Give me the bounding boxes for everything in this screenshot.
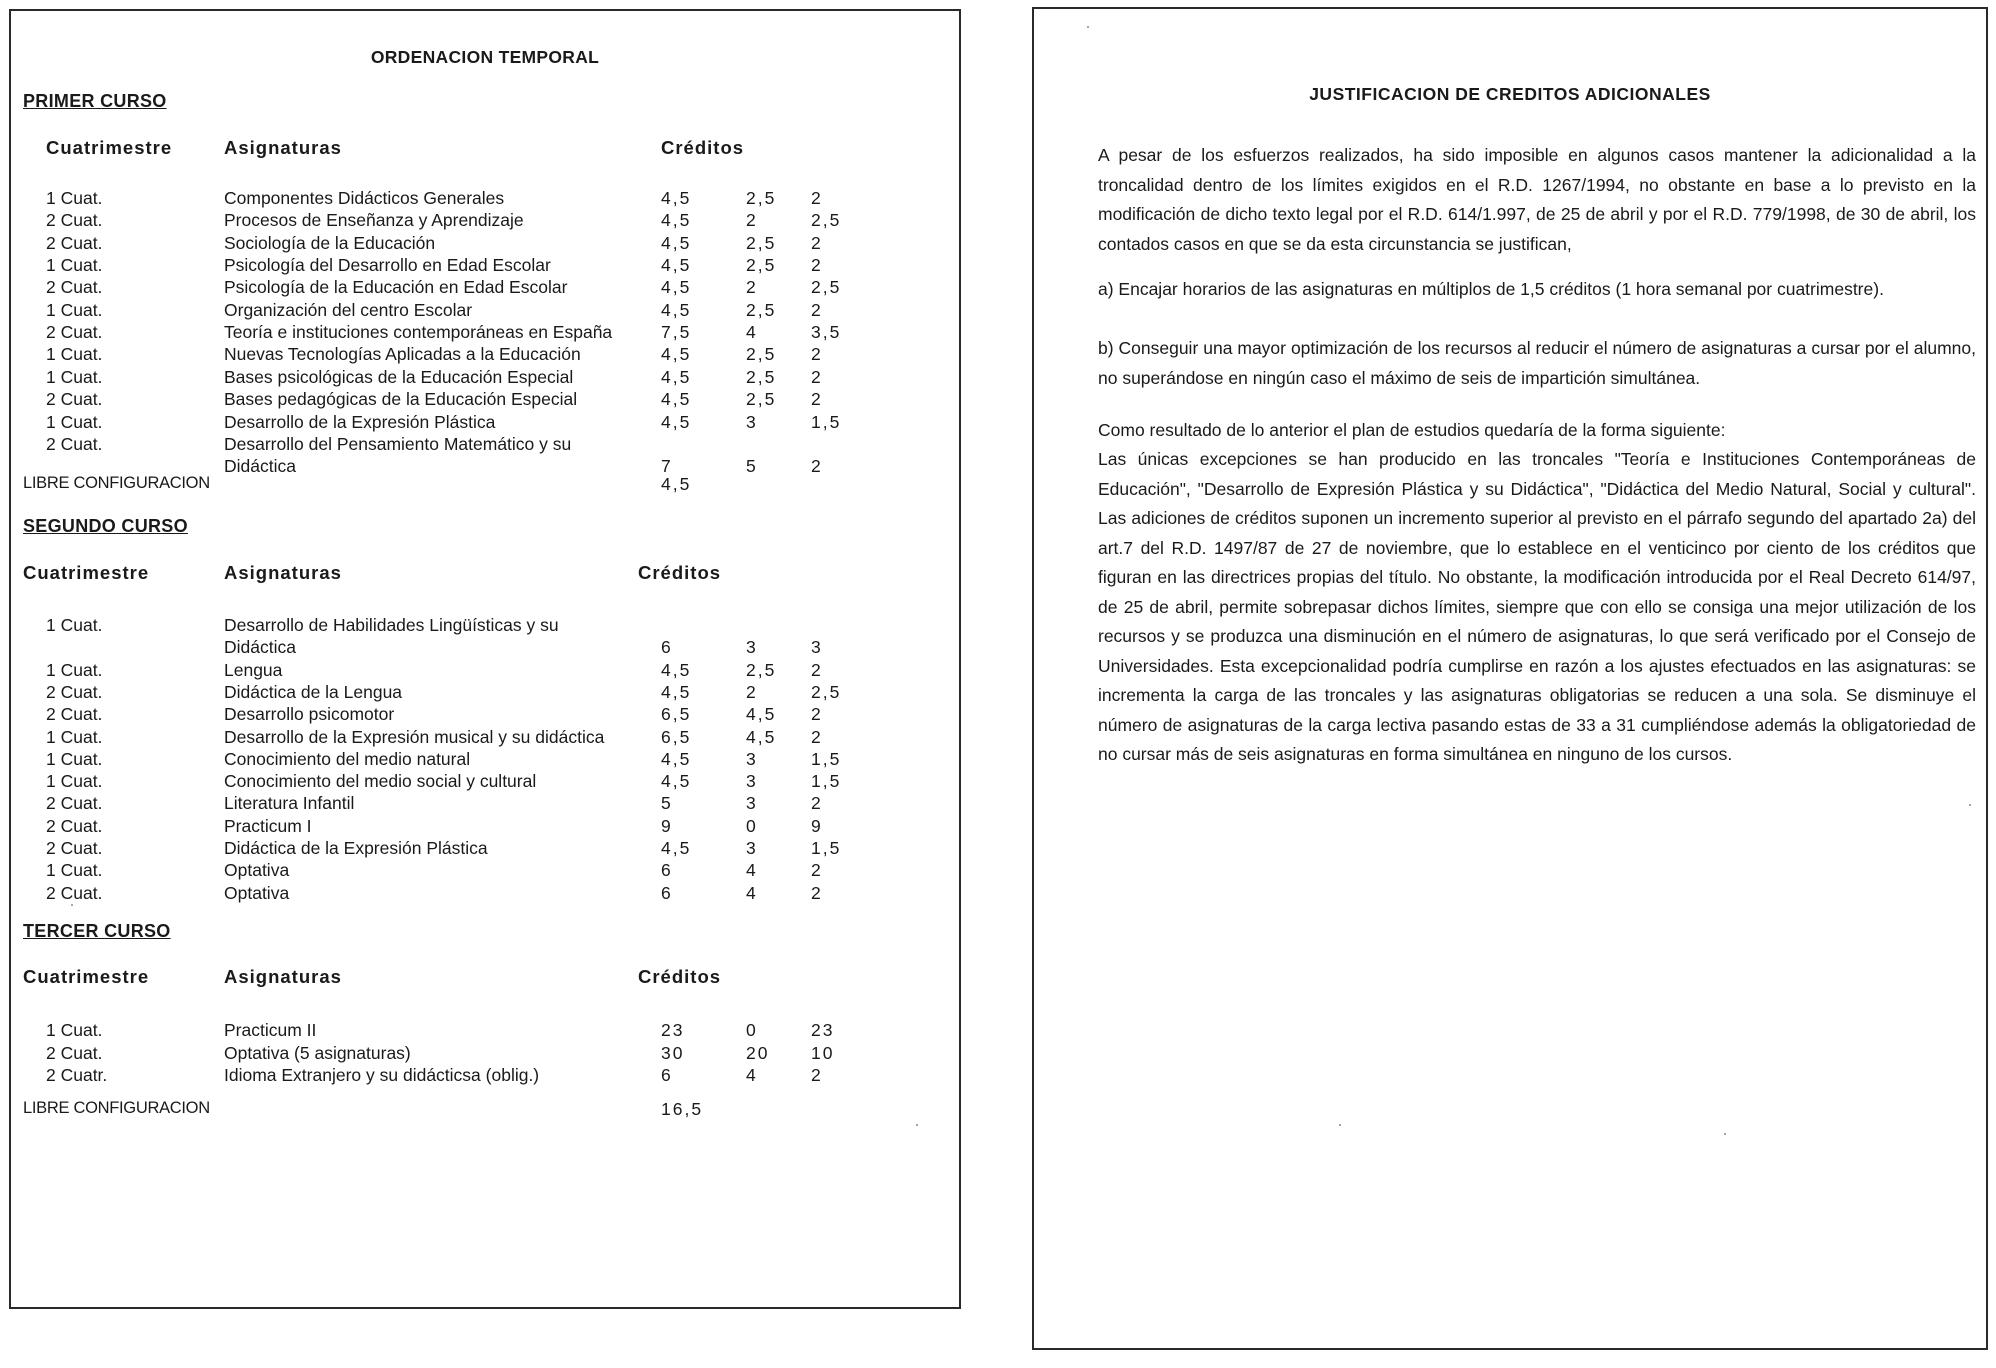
cuatrimestre-cell: 2 Cuat. bbox=[46, 682, 103, 702]
table-row bbox=[11, 815, 959, 837]
creditos-total-cell: 4,5 bbox=[661, 210, 692, 230]
asignatura-cell: Bases psicológicas de la Educación Especial bbox=[224, 367, 574, 387]
creditos-teoricos-cell: 3 bbox=[746, 771, 758, 791]
table-row bbox=[11, 209, 959, 231]
libre-configuracion-value: 4,5 bbox=[661, 474, 692, 494]
creditos-total-cell: 4,5 bbox=[661, 233, 692, 253]
table-row bbox=[11, 636, 959, 658]
creditos-total-cell: 6 bbox=[661, 1065, 673, 1085]
asignatura-cell: Optativa bbox=[224, 883, 290, 903]
creditos-total-cell: 4,5 bbox=[661, 660, 692, 680]
creditos-teoricos-cell: 2 bbox=[746, 682, 758, 702]
ordenacion-temporal-panel bbox=[9, 9, 961, 1309]
cuatrimestre-cell: 1 Cuat. bbox=[46, 255, 103, 275]
course-title-tercer: TERCER CURSO bbox=[23, 921, 171, 941]
asignatura-cell: Psicología del Desarrollo en Edad Escolar bbox=[224, 255, 551, 275]
creditos-teoricos-cell: 3 bbox=[746, 793, 758, 813]
cuatrimestre-cell: 2 Cuat. bbox=[46, 816, 103, 836]
cuatrimestre-cell: 1 Cuat. bbox=[46, 188, 103, 208]
table-row bbox=[11, 659, 959, 681]
asignatura-cell: Teoría e instituciones contemporáneas en España bbox=[224, 322, 613, 342]
creditos-total-cell: 23 bbox=[661, 1020, 685, 1040]
creditos-teoricos-cell: 2,5 bbox=[746, 389, 777, 409]
asignatura-cell: Lengua bbox=[224, 660, 283, 680]
table-row bbox=[11, 882, 959, 904]
creditos-total-cell: 4,5 bbox=[661, 412, 692, 432]
creditos-teoricos-cell: 0 bbox=[746, 816, 758, 836]
cuatrimestre-cell: 2 Cuat. bbox=[46, 883, 103, 903]
creditos-total-cell: 6 bbox=[661, 637, 673, 657]
libre-configuracion-label: LIBRE CONFIGURACION bbox=[23, 1099, 210, 1117]
paragraph-point-a: a) Encajar horarios de las asignaturas en múltiplos de 1,5 créditos (1 hora semanal por cuatrimestre). bbox=[1098, 279, 1884, 299]
creditos-total-cell: 4,5 bbox=[661, 277, 692, 297]
cuatrimestre-cell: 2 Cuat. bbox=[46, 838, 103, 858]
cuatrimestre-cell: 1 Cuat. bbox=[46, 344, 103, 364]
creditos-total-cell: 6 bbox=[661, 860, 673, 880]
table-row bbox=[11, 859, 959, 881]
table-row bbox=[11, 411, 959, 433]
asignatura-cell: Didáctica bbox=[224, 637, 296, 657]
creditos-teoricos-cell: 3 bbox=[746, 637, 758, 657]
creditos-practicos-cell: 2 bbox=[811, 660, 823, 680]
cuatrimestre-cell: 2 Cuatr. bbox=[46, 1065, 108, 1085]
creditos-practicos-cell: 23 bbox=[811, 1020, 835, 1040]
creditos-practicos-cell: 2 bbox=[811, 300, 823, 320]
asignatura-cell: Organización del centro Escolar bbox=[224, 300, 473, 320]
creditos-total-cell: 4,5 bbox=[661, 300, 692, 320]
creditos-teoricos-cell: 2 bbox=[746, 210, 758, 230]
asignatura-cell: Literatura Infantil bbox=[224, 793, 355, 813]
creditos-practicos-cell: 2 bbox=[811, 1065, 823, 1085]
creditos-teoricos-cell: 0 bbox=[746, 1020, 758, 1040]
asignatura-cell: Optativa (5 asignaturas) bbox=[224, 1043, 411, 1063]
creditos-total-cell: 4,5 bbox=[661, 749, 692, 769]
cuatrimestre-cell: 2 Cuat. bbox=[46, 434, 103, 454]
libre-configuracion-value: 16,5 bbox=[661, 1099, 704, 1119]
creditos-total-cell: 4,5 bbox=[661, 188, 692, 208]
creditos-total-cell: 4,5 bbox=[661, 255, 692, 275]
cuatrimestre-cell: 1 Cuat. bbox=[46, 660, 103, 680]
creditos-total-cell: 4,5 bbox=[661, 838, 692, 858]
cuatrimestre-cell: 1 Cuat. bbox=[46, 615, 103, 635]
table-row bbox=[11, 276, 959, 298]
table-row bbox=[11, 1019, 959, 1041]
asignatura-cell: Didáctica de la Expresión Plástica bbox=[224, 838, 488, 858]
creditos-practicos-cell: 1,5 bbox=[811, 771, 842, 791]
libre-configuracion-label: LIBRE CONFIGURACION bbox=[23, 474, 210, 492]
justificacion-panel bbox=[1032, 7, 1988, 1350]
creditos-practicos-cell: 2 bbox=[811, 389, 823, 409]
creditos-practicos-cell: 2 bbox=[811, 367, 823, 387]
creditos-practicos-cell: 2 bbox=[811, 188, 823, 208]
creditos-practicos-cell: 10 bbox=[811, 1043, 835, 1063]
creditos-total-cell: 7 bbox=[661, 456, 673, 476]
paragraph-point-b: b) Conseguir una mayor optimización de los recursos al reducir el número de asignaturas a cursar por el alumno, no superándose en ningún caso el máximo de seis de impartición simultánea. bbox=[1098, 338, 1976, 388]
table-row bbox=[11, 703, 959, 725]
creditos-total-cell: 4,5 bbox=[661, 771, 692, 791]
creditos-teoricos-cell: 3 bbox=[746, 412, 758, 432]
cuatrimestre-cell: 2 Cuat. bbox=[46, 210, 103, 230]
cuatrimestre-cell: 2 Cuat. bbox=[46, 793, 103, 813]
creditos-teoricos-cell: 5 bbox=[746, 456, 758, 476]
creditos-teoricos-cell: 2,5 bbox=[746, 344, 777, 364]
asignatura-cell: Practicum I bbox=[224, 816, 312, 836]
asignatura-cell: Optativa bbox=[224, 860, 290, 880]
creditos-teoricos-cell: 2,5 bbox=[746, 300, 777, 320]
scan-speck bbox=[71, 904, 73, 906]
header-asignaturas: Asignaturas bbox=[224, 562, 342, 583]
creditos-total-cell: 30 bbox=[661, 1043, 685, 1063]
cuatrimestre-cell: 2 Cuat. bbox=[46, 277, 103, 297]
creditos-total-cell: 7,5 bbox=[661, 322, 692, 342]
creditos-total-cell: 4,5 bbox=[661, 344, 692, 364]
cuatrimestre-cell: 2 Cuat. bbox=[46, 389, 103, 409]
table-row bbox=[11, 232, 959, 254]
table-row bbox=[11, 1064, 959, 1086]
table-row bbox=[11, 388, 959, 410]
creditos-total-cell: 4,5 bbox=[661, 389, 692, 409]
creditos-practicos-cell: 1,5 bbox=[811, 749, 842, 769]
creditos-practicos-cell: 2 bbox=[811, 883, 823, 903]
creditos-teoricos-cell: 2 bbox=[746, 277, 758, 297]
paragraph-resultado: Como resultado de lo anterior el plan de estudios quedaría de la forma siguiente: bbox=[1098, 420, 1726, 440]
asignatura-cell: Bases pedagógicas de la Educación Especial bbox=[224, 389, 578, 409]
creditos-teoricos-cell: 4 bbox=[746, 860, 758, 880]
table-row bbox=[11, 770, 959, 792]
creditos-practicos-cell: 2,5 bbox=[811, 210, 842, 230]
scan-speck bbox=[1087, 26, 1089, 28]
cuatrimestre-cell: 2 Cuat. bbox=[46, 704, 103, 724]
creditos-teoricos-cell: 3 bbox=[746, 749, 758, 769]
table-row bbox=[11, 792, 959, 814]
creditos-teoricos-cell: 4 bbox=[746, 883, 758, 903]
creditos-teoricos-cell: 2,5 bbox=[746, 367, 777, 387]
creditos-teoricos-cell: 2,5 bbox=[746, 188, 777, 208]
asignatura-cell: Procesos de Enseñanza y Aprendizaje bbox=[224, 210, 524, 230]
cuatrimestre-cell: 1 Cuat. bbox=[46, 727, 103, 747]
header-creditos: Créditos bbox=[638, 966, 722, 987]
creditos-practicos-cell: 9 bbox=[811, 816, 823, 836]
table-row bbox=[11, 1042, 959, 1064]
creditos-teoricos-cell: 4 bbox=[746, 1065, 758, 1085]
cuatrimestre-cell: 1 Cuat. bbox=[46, 1020, 103, 1040]
creditos-practicos-cell: 2 bbox=[811, 255, 823, 275]
creditos-practicos-cell: 2 bbox=[811, 456, 823, 476]
asignatura-cell: Sociología de la Educación bbox=[224, 233, 436, 253]
scan-speck bbox=[1724, 1133, 1726, 1135]
justificacion-title: JUSTIFICACION DE CREDITOS ADICIONALES bbox=[1309, 84, 1711, 104]
cuatrimestre-cell: 2 Cuat. bbox=[46, 233, 103, 253]
scan-speck bbox=[1969, 804, 1971, 806]
table-row bbox=[11, 837, 959, 859]
header-asignaturas: Asignaturas bbox=[224, 966, 342, 987]
table-row bbox=[11, 726, 959, 748]
header-cuatrimestre: Cuatrimestre bbox=[23, 966, 150, 987]
asignatura-cell: Desarrollo de la Expresión musical y su didáctica bbox=[224, 727, 605, 747]
creditos-practicos-cell: 2 bbox=[811, 793, 823, 813]
header-cuatrimestre: Cuatrimestre bbox=[23, 562, 150, 583]
cuatrimestre-cell: 1 Cuat. bbox=[46, 771, 103, 791]
creditos-practicos-cell: 3 bbox=[811, 637, 823, 657]
cuatrimestre-cell: 1 Cuat. bbox=[46, 300, 103, 320]
creditos-practicos-cell: 2,5 bbox=[811, 682, 842, 702]
table-row bbox=[11, 681, 959, 703]
creditos-total-cell: 6 bbox=[661, 883, 673, 903]
creditos-total-cell: 6,5 bbox=[661, 704, 692, 724]
creditos-practicos-cell: 2 bbox=[811, 704, 823, 724]
creditos-practicos-cell: 1,5 bbox=[811, 838, 842, 858]
cuatrimestre-cell: 1 Cuat. bbox=[46, 749, 103, 769]
cuatrimestre-cell: 2 Cuat. bbox=[46, 1043, 103, 1063]
table-row bbox=[11, 187, 959, 209]
table-row bbox=[11, 433, 959, 455]
asignatura-cell: Desarrollo psicomotor bbox=[224, 704, 395, 724]
asignatura-cell: Psicología de la Educación en Edad Escolar bbox=[224, 277, 568, 297]
table-row bbox=[11, 343, 959, 365]
asignatura-cell: Idioma Extranjero y su didácticsa (oblig.) bbox=[224, 1065, 540, 1085]
table-row bbox=[11, 299, 959, 321]
creditos-practicos-cell: 2 bbox=[811, 233, 823, 253]
cuatrimestre-cell: 1 Cuat. bbox=[46, 860, 103, 880]
creditos-teoricos-cell: 4 bbox=[746, 322, 758, 342]
creditos-practicos-cell: 2 bbox=[811, 344, 823, 364]
creditos-teoricos-cell: 2,5 bbox=[746, 233, 777, 253]
table-row bbox=[11, 254, 959, 276]
creditos-practicos-cell: 2,5 bbox=[811, 277, 842, 297]
creditos-total-cell: 4,5 bbox=[661, 367, 692, 387]
cuatrimestre-cell: 2 Cuat. bbox=[46, 322, 103, 342]
creditos-teoricos-cell: 4,5 bbox=[746, 727, 777, 747]
creditos-teoricos-cell: 4,5 bbox=[746, 704, 777, 724]
asignatura-cell: Conocimiento del medio natural bbox=[224, 749, 471, 769]
creditos-practicos-cell: 1,5 bbox=[811, 412, 842, 432]
creditos-practicos-cell: 2 bbox=[811, 860, 823, 880]
creditos-teoricos-cell: 20 bbox=[746, 1043, 770, 1063]
creditos-practicos-cell: 2 bbox=[811, 727, 823, 747]
page-title: ORDENACION TEMPORAL bbox=[370, 47, 600, 67]
table-row bbox=[11, 321, 959, 343]
asignatura-cell: Didáctica de la Lengua bbox=[224, 682, 403, 702]
table-row bbox=[11, 366, 959, 388]
creditos-teoricos-cell: 2,5 bbox=[746, 255, 777, 275]
asignatura-cell: Conocimiento del medio social y cultural bbox=[224, 771, 537, 791]
asignatura-cell: Desarrollo de Habilidades Lingüísticas y su bbox=[224, 615, 559, 635]
course-title-primer: PRIMER CURSO bbox=[23, 91, 167, 111]
asignatura-cell: Componentes Didácticos Generales bbox=[224, 188, 505, 208]
asignatura-cell: Didáctica bbox=[224, 456, 296, 476]
creditos-teoricos-cell: 2,5 bbox=[746, 660, 777, 680]
creditos-total-cell: 9 bbox=[661, 816, 673, 836]
creditos-teoricos-cell: 3 bbox=[746, 838, 758, 858]
cuatrimestre-cell: 1 Cuat. bbox=[46, 367, 103, 387]
paragraph-intro: A pesar de los esfuerzos realizados, ha sido imposible en algunos casos mantener la adicionalidad a la troncalidad dentro de los límites exigidos en el R.D. 1267/1994, no obstante en base a lo previsto en la modificación de dicho texto legal por el R.D. 614/1.997, de 25 de abril y por el R.D. 779/1998, de 30 de abril, los contados casos en que se da esta circunstancia se justifican, bbox=[1098, 145, 1976, 254]
creditos-total-cell: 4,5 bbox=[661, 682, 692, 702]
scan-speck bbox=[1339, 1124, 1341, 1126]
header-asignaturas: Asignaturas bbox=[224, 137, 342, 158]
asignatura-cell: Nuevas Tecnologías Aplicadas a la Educación bbox=[224, 344, 581, 364]
asignatura-cell: Practicum II bbox=[224, 1020, 317, 1040]
creditos-practicos-cell: 3,5 bbox=[811, 322, 842, 342]
header-creditos: Créditos bbox=[638, 562, 722, 583]
asignatura-cell: Desarrollo de la Expresión Plástica bbox=[224, 412, 496, 432]
header-creditos: Créditos bbox=[661, 137, 745, 158]
left-panel-content bbox=[11, 11, 959, 1307]
table-row bbox=[11, 614, 959, 636]
cuatrimestre-cell: 1 Cuat. bbox=[46, 412, 103, 432]
paragraph-excepciones: Las únicas excepciones se han producido en las troncales "Teoría e Instituciones Contemporáneas de Educación", "Desarrollo de Expresión Plástica y su Didáctica", "Didáctica del Medio Natural, Social y cultural". Las adiciones de créditos suponen un incremento superior al previsto en el párrafo segundo del apartado 2a) del art.7 del R.D. 1497/87 de 27 de noviembre, que lo establece en el venticinco por ciento de los créditos que figuran en las directrices propias del título. No obstante, la modificación introducida por el Real Decreto 614/97, de 25 de abril, permite sobrepasar dichos límites, siempre que con ello se consiga una mejor utilización de los recursos y se produzca una disminución en el número de asignaturas, lo que será verificado por el Consejo de Universidades. Esta excepcionalidad podría cumplirse en razón a los ajustes efectuados en las asignaturas: se incrementa la carga de las troncales y las asignaturas obligatorias se reducen a una sola. Se disminuye el número de asignaturas de la carga lectiva pasando estas de 33 a 31 cumpliéndose además la obligatoriedad de no cursar más de seis asignaturas en forma simultánea en ninguno de los cursos. bbox=[1098, 449, 1976, 764]
scan-speck bbox=[916, 1124, 918, 1126]
table-row bbox=[11, 748, 959, 770]
creditos-total-cell: 6,5 bbox=[661, 727, 692, 747]
course-title-segundo: SEGUNDO CURSO bbox=[23, 516, 188, 536]
creditos-total-cell: 5 bbox=[661, 793, 673, 813]
header-cuatrimestre: Cuatrimestre bbox=[46, 137, 173, 158]
asignatura-cell: Desarrollo del Pensamiento Matemático y su bbox=[224, 434, 572, 454]
